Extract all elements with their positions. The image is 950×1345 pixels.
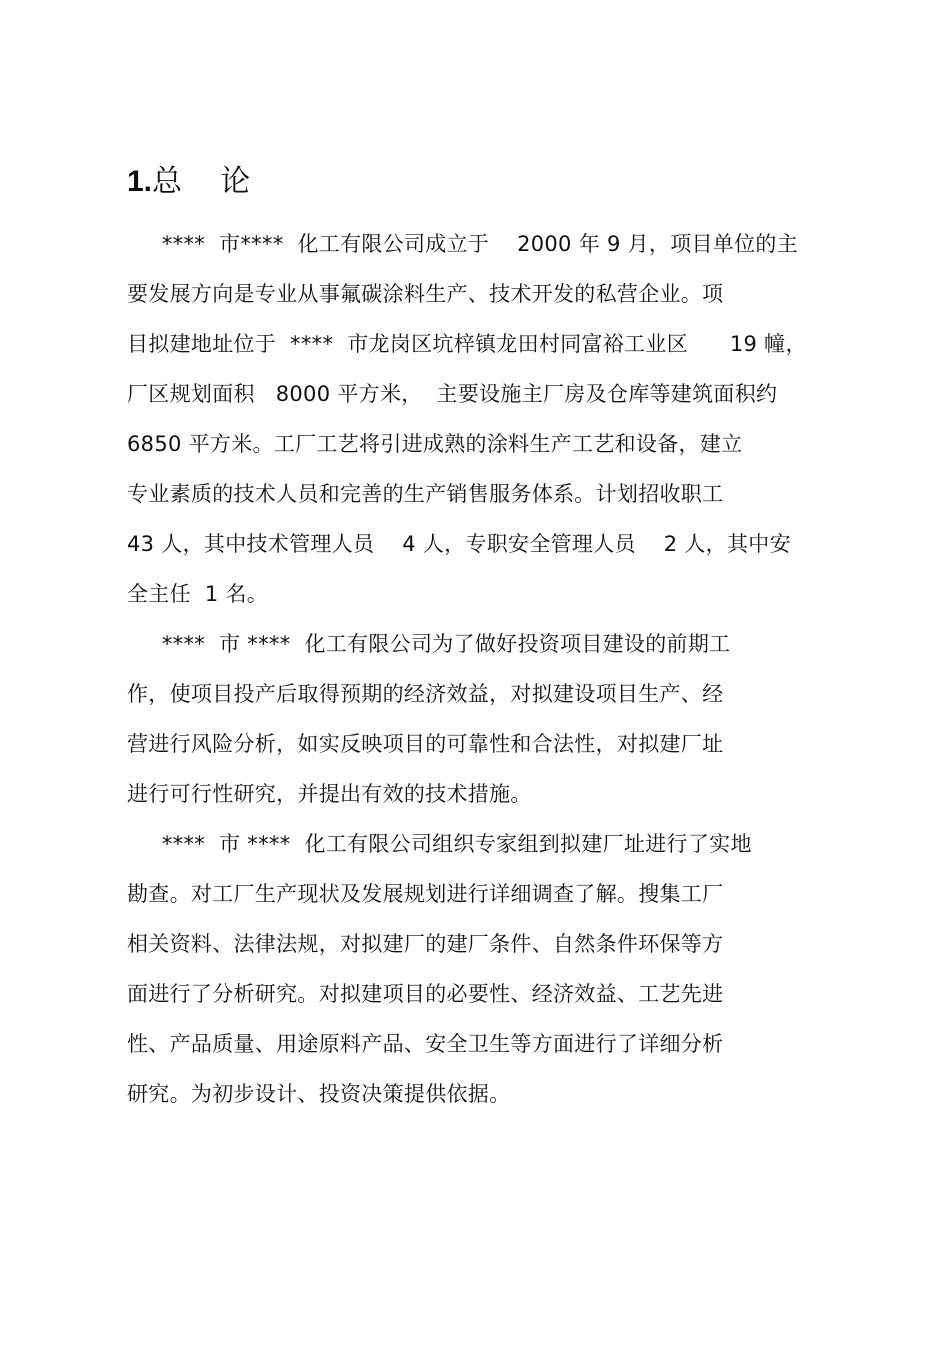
text-line: 全主任 1 名。 xyxy=(127,582,269,606)
text-line: 相关资料、法律法规，对拟建厂的建厂条件、自然条件环保等方 xyxy=(127,932,724,956)
text-line: 进行可行性研究，并提出有效的技术措施。 xyxy=(127,782,532,806)
text-line: 性、产品质量、用途原料产品、安全卫生等方面进行了详细分析 xyxy=(127,1032,724,1056)
text-line: 研究。为初步设计、投资决策提供依据。 xyxy=(127,1082,511,1106)
text-line: **** 市 **** 化工有限公司组织专家组到拟建厂址进行了实地 xyxy=(127,832,752,856)
text-line: 作，使项目投产后取得预期的经济效益，对拟建设项目生产、经 xyxy=(127,682,724,706)
text-line: **** 市 **** 化工有限公司为了做好投资项目建设的前期工 xyxy=(127,632,731,656)
section-number: 1. xyxy=(127,165,153,198)
section-title: 总 论 xyxy=(152,164,251,199)
text-line: 专业素质的技术人员和完善的生产销售服务体系。计划招收职工 xyxy=(127,482,724,506)
section-heading xyxy=(127,162,250,202)
text-line: 要发展方向是专业从事氟碳涂料生产、技术开发的私营企业。项 xyxy=(127,282,724,306)
text-line: 6850 平方米。工厂工艺将引进成熟的涂料生产工艺和设备，建立 xyxy=(127,432,743,456)
text-line: 面进行了分析研究。对拟建项目的必要性、经济效益、工艺先进 xyxy=(127,982,724,1006)
text-line: 43 人，其中技术管理人员 4 人，专职安全管理人员 2 人，其中安 xyxy=(127,532,791,556)
text-line: 营进行风险分析，如实反映项目的可靠性和合法性，对拟建厂址 xyxy=(127,732,724,756)
text-line: 目拟建地址位于 **** 市龙岗区坑梓镇龙田村同富裕工业区 19 幢， xyxy=(127,332,807,356)
text-line: 勘查。对工厂生产现状及发展规划进行详细调查了解。搜集工厂 xyxy=(127,882,724,906)
text-line: **** 市**** 化工有限公司成立于 2000 年 9 月，项目单位的主 xyxy=(127,232,799,256)
text-line: 厂区规划面积 8000 平方米， 主要设施主厂房及仓库等建筑面积约 xyxy=(127,382,778,406)
